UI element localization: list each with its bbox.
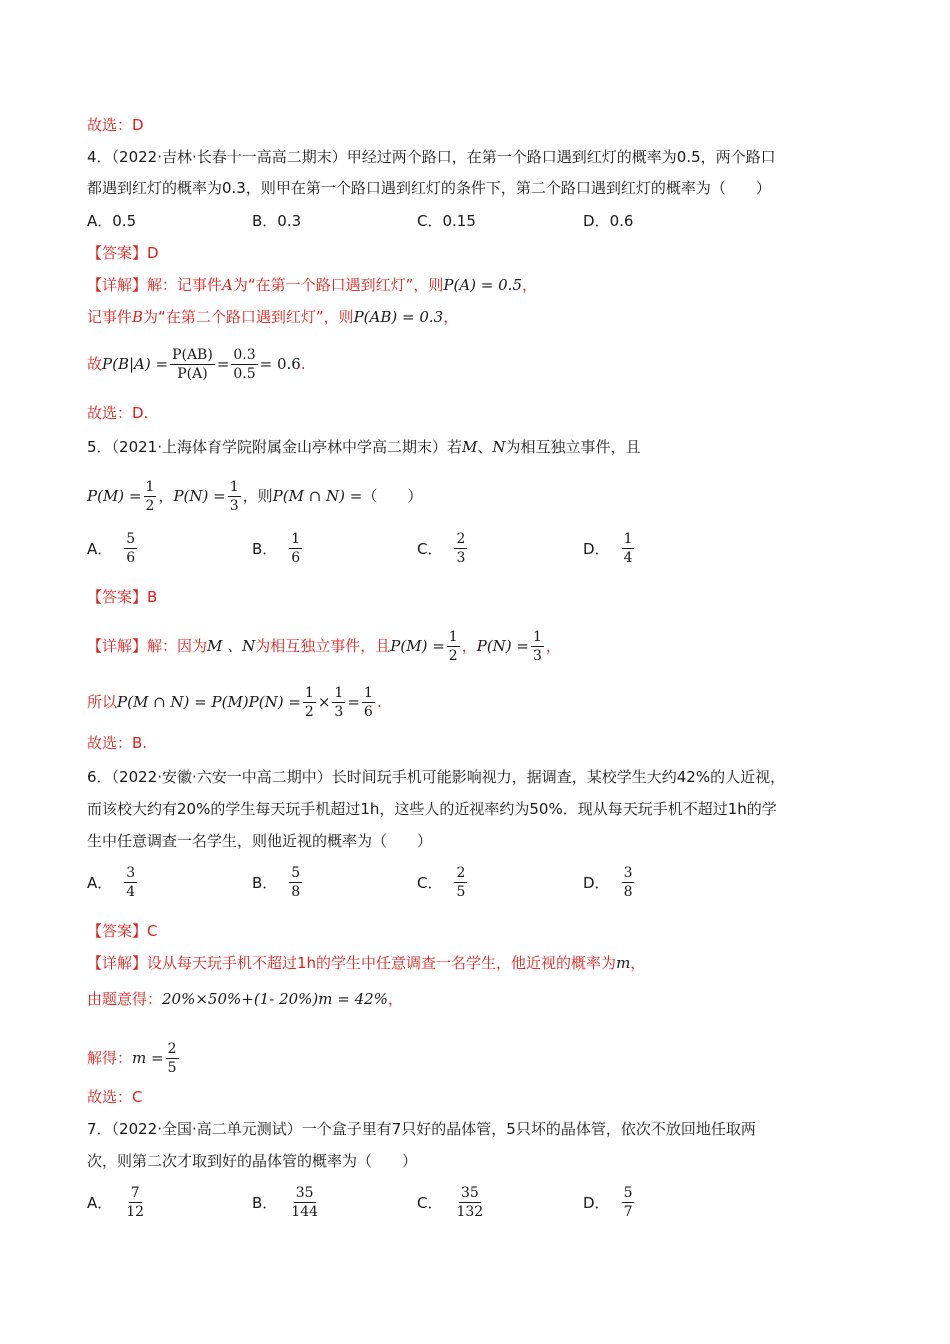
- option-text: 0.5: [112, 212, 137, 230]
- q4-detail-line2: 记事件B为“在第二个路口遇到红灯”，则P(AB) = 0.3，: [87, 308, 459, 326]
- option-label: C．: [417, 212, 443, 230]
- q5-option-b: B． $\frac{1}{6}$: [252, 531, 301, 566]
- q5-fraction-pn: $\frac{1}{3}$: [229, 479, 239, 514]
- q4-fraction-values: $\frac{0.3}{0.5}$: [233, 347, 256, 382]
- q6-stem-line2: 而该校大约有20%的学生每天玩手机超过1h，这些人的近视率约为50%．现从每天玩手机不超过1h的学: [87, 800, 777, 818]
- q4-fraction-pab-pa: $\frac{P(AB)}{P(A)}$: [172, 347, 213, 382]
- q5-stem-line1: 5．（2021·上海体育学院附属金山亭林中学高二期末）若M、N为相互独立事件，且: [87, 438, 641, 456]
- q4-formula-pa: P(A) = 0.5: [443, 276, 522, 294]
- q4-option-b: [252, 210, 301, 232]
- q4-formula-pab: P(AB) = 0.3: [353, 308, 444, 326]
- q6-answer: 【答案】C: [87, 922, 158, 940]
- q5-detail-line2: 所以P(M ∩ N) = P(M)P(N) = $\frac{1}{2}$ × $\frac{1}{3}$ = $\frac{1}{6}$ .: [87, 685, 382, 720]
- q7-option-d: D． $\frac{5}{7}$: [583, 1185, 633, 1220]
- q4-detail-line1: 【详解】解：记事件A为“在第一个路口遇到红灯”，则P(A) = 0.5，: [87, 276, 538, 294]
- q4-option-a: [87, 210, 136, 232]
- q6-stem-line1: 6．（2022·安徽·六安一中高二期中）长时间玩手机可能影响视力，据调查，某校学生大约42%的人近视，: [87, 768, 786, 786]
- q6-option-d: D． $\frac{3}{8}$: [583, 865, 633, 900]
- q4-option-c: [417, 210, 476, 232]
- q6-option-a: A． $\frac{3}{4}$: [87, 865, 136, 900]
- q5-option-d: D． $\frac{1}{4}$: [583, 531, 633, 566]
- option-label: A．: [87, 212, 113, 230]
- q5-option-c: C． $\frac{2}{3}$: [417, 531, 466, 566]
- option-label: D．: [583, 212, 610, 230]
- q5-fraction-pm: $\frac{1}{2}$: [145, 479, 155, 514]
- q7-option-c: C． $\frac{35}{132}$: [417, 1185, 484, 1220]
- q6-detail-line2: 由题意得：20%×50%+(1- 20%)m = 42%，: [87, 990, 403, 1008]
- q4-option-d: [583, 210, 633, 232]
- option-text: 0.15: [442, 212, 476, 230]
- q4-detail-line3: 故P(B|A) = $\frac{P(AB)}{P(A)}$ = $\frac{0.3}{0.5}$ = 0.6.: [87, 347, 306, 382]
- option-text: 0.3: [277, 212, 302, 230]
- q6-detail-line1: 【详解】设从每天玩手机不超过1h的学生中任意调查一名学生，他近视的概率为m，: [87, 954, 646, 972]
- q6-choose: 故选：C: [87, 1088, 143, 1106]
- q5-answer: 【答案】B: [87, 588, 158, 606]
- q4-stem-line1: 4．（2022·吉林·长春十一高高二期末）甲经过两个路口，在第一个路口遇到红灯的概率为0.5，两个路口: [87, 148, 776, 166]
- q5-stem-line2: P(M) = $\frac{1}{2}$ ，P(N) = $\frac{1}{3}$ ，则P(M ∩ N) =（ ）: [87, 479, 423, 514]
- q7-stem-line1: 7．（2022·全国·高二单元测试）一个盒子里有7只好的晶体管，5只坏的晶体管，依次不放回地任取两: [87, 1120, 756, 1138]
- q6-equation: 20%×50%+(1- 20%)m = 42%: [162, 990, 388, 1008]
- option-label: B．: [252, 212, 278, 230]
- q7-option-b: B． $\frac{35}{144}$: [252, 1185, 319, 1220]
- q6-option-c: C． $\frac{2}{5}$: [417, 865, 466, 900]
- q5-detail-line1: 【详解】解：因为M 、N为相互独立事件，且P(M) = $\frac{1}{2}$ ，P(N) = $\frac{1}{3}$ ，: [87, 629, 561, 664]
- q6-stem-line3: 生中任意调查一名学生，则他近视的概率为（ ）: [87, 832, 433, 850]
- q7-stem-line2: 次，则第二次才取到好的晶体管的概率为（ ）: [87, 1152, 418, 1170]
- q6-detail-line3: 解得：m = $\frac{2}{5}$: [87, 1041, 177, 1076]
- q4-choose: 故选：D.: [87, 404, 149, 422]
- q5-option-a: A． $\frac{5}{6}$: [87, 531, 136, 566]
- q4-stem-line2: 都遇到红灯的概率为0.3，则甲在第一个路口遇到红灯的条件下，第二个路口遇到红灯的概率为（ ）: [87, 179, 771, 197]
- q4-answer: 【答案】D: [87, 244, 159, 262]
- q5-choose: 故选：B.: [87, 734, 148, 752]
- option-text: 0.6: [609, 212, 634, 230]
- q6-option-b: B． $\frac{5}{8}$: [252, 865, 301, 900]
- q7-option-a: A． $\frac{7}{12}$: [87, 1185, 145, 1220]
- q3-choose: 故选：D: [87, 116, 144, 134]
